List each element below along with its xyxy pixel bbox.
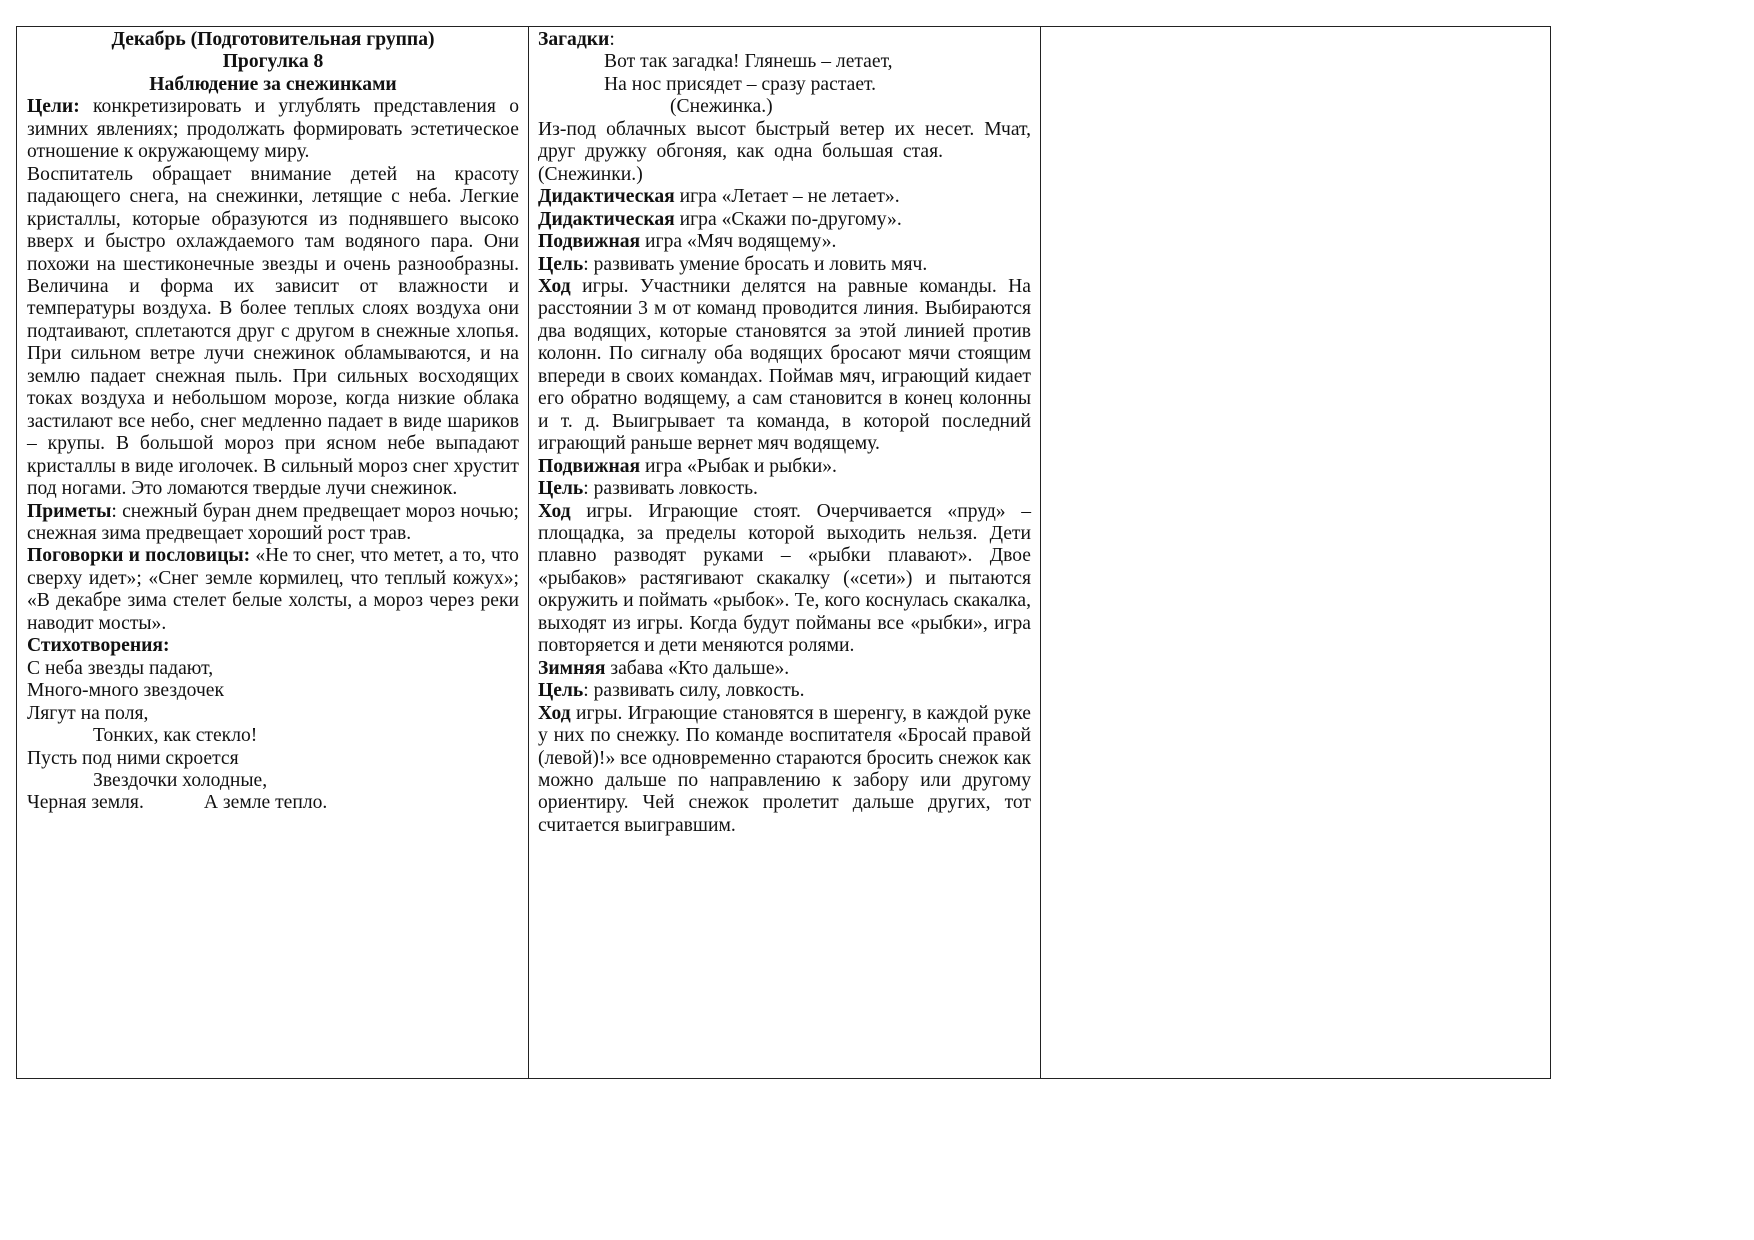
game-type: Зимняя xyxy=(538,657,606,679)
riddles-label: Загадки xyxy=(538,29,610,50)
riddle-2 xyxy=(538,119,1031,186)
poems-label: Стихотворения xyxy=(27,635,164,657)
goal-text: : развивать ловкость. xyxy=(583,478,758,500)
poems-heading xyxy=(27,635,519,657)
riddle-line: Вот так загадка! Глянешь – летает, xyxy=(604,51,893,73)
goal-label: Цель xyxy=(538,680,584,702)
goals-paragraph xyxy=(27,96,519,163)
game-type: Дидактическая xyxy=(538,208,675,230)
game-winter xyxy=(538,658,1031,680)
game-goal xyxy=(538,680,1031,702)
goal-text: : развивать умение бросать и ловить мяч. xyxy=(583,253,928,275)
game-active-2 xyxy=(538,456,1031,478)
column-right-empty xyxy=(1041,27,1550,1078)
poem-line: С неба звезды падают, xyxy=(27,657,214,679)
game-rules xyxy=(538,703,1031,838)
poem-line: А земле тепло. xyxy=(203,792,328,814)
poem-line: Тонких, как стекло! xyxy=(93,725,258,747)
poem-line: Звездочки холодные, xyxy=(93,769,268,791)
riddles-heading xyxy=(538,29,1031,51)
poem-line: Много-много звездочек xyxy=(27,680,225,702)
signs-paragraph xyxy=(27,501,519,546)
riddle-answer: (Снежинка.) xyxy=(670,96,773,118)
heading-month: Декабрь (Подготовительная группа) xyxy=(111,29,435,50)
proverbs-label: Поговорки и пословицы: xyxy=(27,545,251,567)
game-active-1 xyxy=(538,231,1031,253)
proverbs-text: «Не то снег, что метет, а то, что сверху идет»; «Снег земле кормилец, что теплый кожух»; «В декабре зима стелет белые холсты, а мороз через реки наводит мосты». xyxy=(27,545,519,634)
riddle-2-text: Из-под облачных высот быстрый ветер их несет. Мчат, друг дружку обгоняя, как одна большая стая. xyxy=(538,118,1031,163)
game-title: игра «Летает – не летает». xyxy=(674,186,900,208)
game-type: Подвижная xyxy=(538,231,641,253)
poems-colon: : xyxy=(163,635,170,657)
signs-label: Приметы xyxy=(27,500,112,522)
game-title: игра «Скажи по-другому». xyxy=(674,208,902,230)
game-goal xyxy=(538,478,1031,500)
heading-topic: Наблюдение за снежинками xyxy=(149,73,397,95)
game-didactic-2 xyxy=(538,209,1031,231)
game-type: Подвижная xyxy=(538,455,641,477)
riddles-colon: : xyxy=(609,29,615,50)
poem-line: Черная земля. xyxy=(27,792,144,814)
goals-text: конкретизировать и углублять представления о зимних явлениях; продолжать формировать эстетическое отношение к окружающему миру. xyxy=(27,96,519,163)
move-label: Ход xyxy=(538,702,571,724)
goal-label: Цель xyxy=(538,253,584,275)
game-didactic-1 xyxy=(538,186,1031,208)
move-text: игры. Играющие стоят. Очерчивается «пруд» – площадка, за пределы которой выходить нельзя. Дети плавно разводят руками – «рыбки плавают». Двое «рыбаков» растягивают скакалку («сети») и пытаются окружить и поймать «рыбок». Те, кого коснулась скакалка, выходят из игры. Когда будут пойманы все «рыбки», игра повторяется и дети меняются ролями. xyxy=(538,500,1031,657)
signs-text: : снежный буран днем предвещает мороз ночью; снежная зима предвещает хороший рост трав. xyxy=(27,500,519,544)
document-table xyxy=(16,26,1551,1079)
heading-walk: Прогулка 8 xyxy=(222,51,324,73)
goals-label: Цели: xyxy=(27,96,80,118)
game-title: игра «Мяч водящему». xyxy=(640,231,837,253)
move-label: Ход xyxy=(538,500,571,522)
move-text: игры. Играющие становятся в шеренгу, в каждой руке у них по снежку. По команде воспитателя «Бросай правой (левой)!» все одновременно стараются бросить снежок как можно дальше по направлению к забору или другому ориентиру. Чей снежок пролетит дальше других, тот считается выигравшим. xyxy=(538,702,1031,836)
riddle-2-answer: (Снежинки.) xyxy=(538,163,643,185)
goal-text: : развивать силу, ловкость. xyxy=(583,680,805,702)
move-text: игры. Участники делятся на равные команды. На расстоянии 3 м от команд проводится линия. Выбираются два водящих, которые становятся за этой линией против колонн. По сигналу оба водящих бросают мячи стоящим впереди в своих командах. Поймав мяч, играющий кидает его обратно водящему, а сам становится в конец колонны и т. д. Выигрывает та команда, в которой последний играющий раньше вернет мяч водящему. xyxy=(538,275,1031,455)
game-type: Дидактическая xyxy=(538,186,675,208)
description-paragraph: Воспитатель обращает внимание детей на красоту падающего снега, на снежинки, летящие с неба. Легкие кристаллы, которые образуются из поднявшего высоко вверх и быстро охлаждаемого там водяного пара. Они похожи на шестиконечные звезды и очень разнообразны. Величина и форма их зависит от влажности и температуры воздуха. В более теплых слоях воздуха они подтаивают, сплетаются друг с другом в снежные хлопья. При сильном ветре лучи снежинок обламываются, и на землю падает снежная пыль. При сильных восходящих токах воздуха и небольшом морозе, когда низкие облака застилают все небо, снег медленно падает в виде шариков – крупы. В большой мороз при ясном небе выпадают кристаллы в виде иголочек. В сильный мороз снег хрустит под ногами. Это ломаются твердые лучи снежинок. xyxy=(27,163,519,500)
column-left xyxy=(17,27,529,1078)
riddle-line: На нос присядет – сразу растает. xyxy=(604,73,876,95)
game-title: игра «Рыбак и рыбки». xyxy=(640,455,837,477)
column-middle xyxy=(529,27,1041,1078)
move-label: Ход xyxy=(538,275,571,297)
game-title: забава «Кто дальше». xyxy=(605,657,790,679)
poem-line: Лягут на поля, xyxy=(27,702,149,724)
poem-line: Пусть под ними скроется xyxy=(27,747,239,769)
game-rules xyxy=(538,501,1031,658)
game-rules xyxy=(538,276,1031,456)
proverbs-paragraph xyxy=(27,545,519,635)
poem-line-last xyxy=(27,792,519,814)
goal-label: Цель xyxy=(538,478,584,500)
game-goal xyxy=(538,254,1031,276)
